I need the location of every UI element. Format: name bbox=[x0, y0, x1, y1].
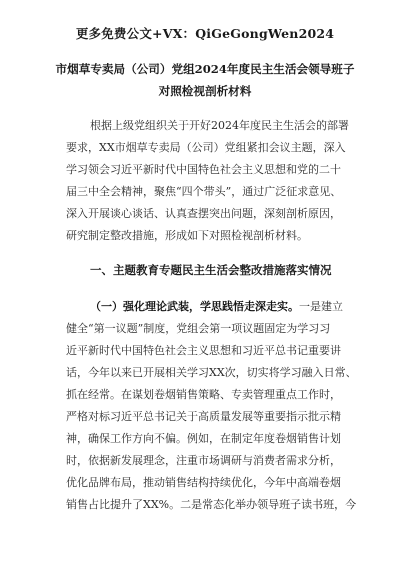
intro-line: 学习领会习近平新时代中国特色社会主义思想和党的二十 bbox=[66, 163, 341, 176]
intro-line: 深入开展谈心谈话、认真查摆突出问题，深刻剖析原因， bbox=[66, 207, 341, 220]
intro-line: 研究制定整改措施，形成如下对照检视剖析材料。 bbox=[66, 229, 308, 242]
paragraph-line: 销售占比提升了XX%。二是常态化举办领导班子读书班，今 bbox=[66, 498, 357, 511]
watermark-text: 更多免费公文+VX：QiGeGongWen2024 bbox=[75, 26, 335, 41]
page-title bbox=[40, 58, 370, 102]
subheading: （一）强化理论武装，学思践悟走深走实。 bbox=[90, 300, 299, 313]
paragraph-line bbox=[90, 300, 343, 314]
paragraph-line: 神，确保工作方向不偏。例如，在制定年度卷烟销售计划 bbox=[66, 432, 341, 445]
paragraph-line: 严格对标习近平总书记关于高质量发展等重要指示批示精 bbox=[66, 410, 341, 423]
intro-line: 要求，XX市烟草专卖局（公司）党组紧扣会议主题，深入 bbox=[66, 141, 346, 154]
paragraph-line: 时，依据新发展理念，注重市场调研与消费者需求分析， bbox=[66, 454, 341, 467]
paragraph-line: 抓在经常。在谋划卷烟销售策略、专卖管理重点工作时， bbox=[66, 388, 341, 401]
title-line-1: 市烟草专卖局（公司）党组2024年度民主生活会领导班子 bbox=[55, 62, 355, 76]
section-heading: 一、主题教育专题民主生活会整改措施落实情况 bbox=[90, 263, 332, 277]
paragraph-text: 一是建立 bbox=[299, 300, 343, 313]
intro-line: 届三中全会精神，聚焦“四个带头”，通过广泛征求意见、 bbox=[66, 185, 342, 198]
paragraph-line: 近平新时代中国特色社会主义思想和习近平总书记重要讲 bbox=[66, 344, 341, 357]
title-line-2: 对照检视剖析材料 bbox=[158, 84, 252, 98]
paragraph-line: 话，今年以来已开展相关学习XX次，切实将学习融入日常、 bbox=[66, 366, 357, 379]
paragraph-line: 优化品牌布局，推动销售结构持续优化，今年中高端卷烟 bbox=[66, 476, 341, 489]
intro-line: 根据上级党组织关于开好2024年度民主生活会的部署 bbox=[90, 119, 349, 132]
paragraph-line: 健全“第一议题”制度，党组会第一项议题固定为学习习 bbox=[66, 322, 331, 335]
